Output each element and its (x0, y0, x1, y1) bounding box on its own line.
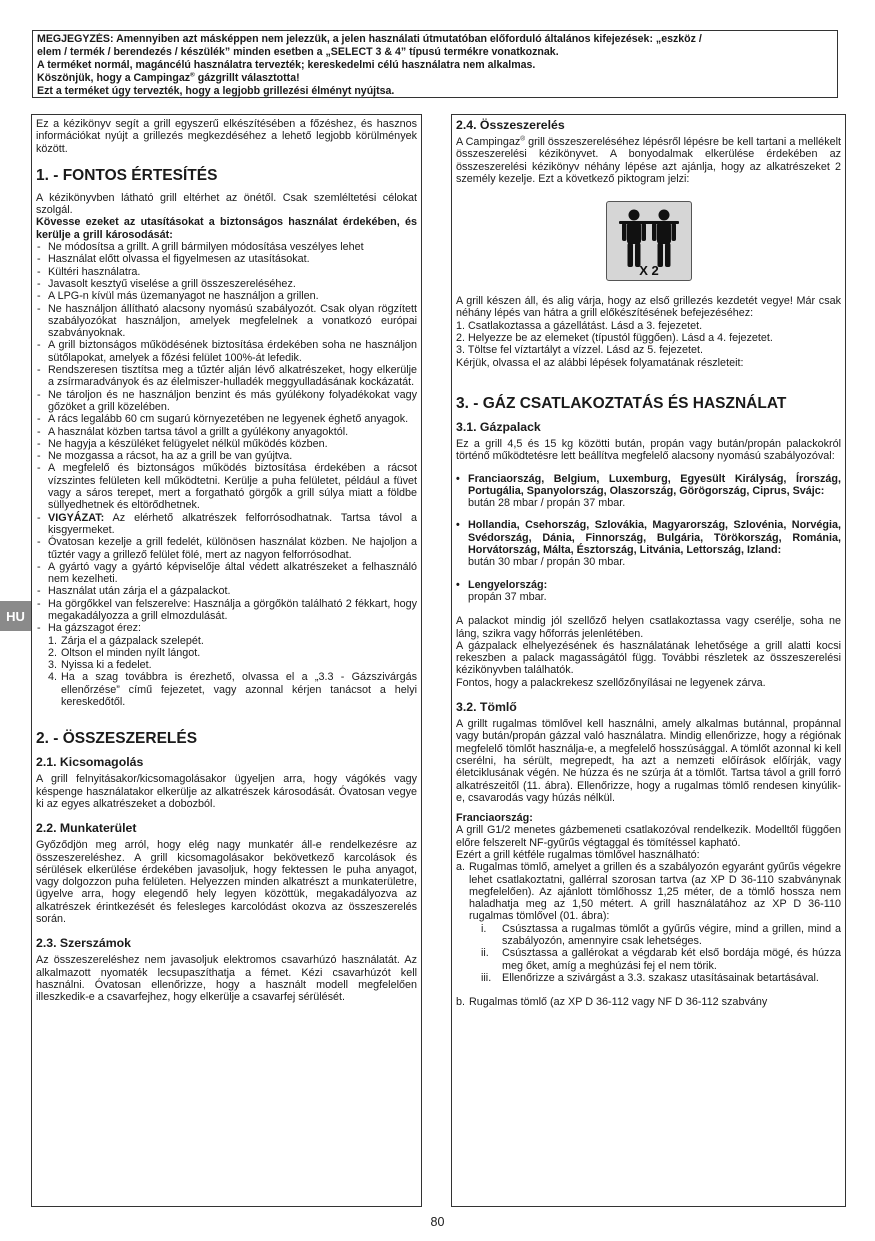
cylinder-text: A palackot mindig jól szellőző helyen csatlakoztassa vagy cserélje, soha ne láng, szikra vagy hőforrás jelenlétében. (456, 615, 841, 640)
left-column (31, 114, 422, 1207)
section-3-title: 3. - GÁZ CSATLAKOZTATÁS ÉS HASZNÁLAT (456, 394, 787, 412)
section-1-title: 1. - FONTOS ÉRTESÍTÉS (36, 166, 218, 184)
list-item: - A gyártó vagy a gyártó képviselője által védett alkatrészeket a felhasználó nem kezelheti. (36, 561, 417, 586)
list-item: - A rács legalább 60 cm sugarú környezetében ne legyenek éghető anyagok. (36, 413, 417, 425)
warning-label: VIGYÁZAT: (48, 511, 105, 524)
cylinder-text: Fontos, hogy a palackrekesz szellőzőnyílásai ne legyenek zárva. (456, 676, 766, 689)
section-3-2-title: 3.2. Tömlő (456, 700, 517, 715)
list-item: - Ha görgőkkel van felszerelve: Használja a görgőkön található 2 fékkart, hogy megakadályozza a grill elmozdulását. (36, 598, 417, 623)
step-item: 3. Töltse fel víztartályt a vízzel. Lásd az 5. fejezetet. (456, 344, 704, 357)
step-item: 2. Helyezze be az elemeket (típustól függően). Lásd a 4. fejezetet. (456, 332, 773, 345)
list-item: - Rendszeresen tisztítsa meg a tűztér alján lévő alkatrészeket, hogy elkerülje a zsírmaradványok és az élelmiszer-hulladék meggyulladásának kockázatát. (36, 364, 417, 389)
country-group (456, 473, 841, 510)
list-item: i. Csúsztassa a rugalmas tömlőt a gyűrűs végire, mind a grillen, mind a szabályozón, amennyire csak lehetséges. (481, 922, 841, 948)
section-2-title: 2. - ÖSSZESZERELÉS (36, 730, 198, 748)
country-group (456, 519, 841, 568)
section-2-1-text: A grill felnyitásakor/kicsomagolásakor ügyeljen arra, hogy vágókés vagy késpenge használatakor elkerülje az alkatrészek károsodását. Óvatosan vegye ki az egyes alkatrészeket a dobozból. (36, 773, 417, 810)
warning-text: Az elérhető alkatrészek felforrósodhatnak. Tartsa távol a kisgyermeket. (48, 511, 417, 536)
notice-line-4: Köszönjük, hogy a Campingaz® gázgrillt választotta! (37, 72, 300, 84)
gas-smell-steps (36, 635, 417, 709)
language-tab: HU (0, 601, 31, 631)
list-item: ii. Csúsztassa a gallérokat a végdarab két első bordája mögé, és húzza meg őket, amíg a meghúzási fej el nem törik. (481, 947, 841, 972)
list-item: - A használat közben tartsa távol a grillt a gyúlékony anyagoktól. (36, 426, 417, 438)
notice-line-1: MEGJEGYZÉS: Amennyiben azt másképpen nem jelezzük, a jelen használati útmutatóban előforduló általános kifejezések: „eszköz / (37, 33, 702, 45)
section-2-4-text: A Campingaz® grill összeszereléséhez lépésről lépésre be kell tartani a mellékelt összeszerelési kézikönyvet. A bonyodalmak elkerülése érdekében az összeszerelési kézikönyv néhány lépése azt ajánlja, hogy az alkatrészeket 2 személy kezelje. Ezt a következő piktogram jelzi: (456, 135, 841, 185)
list-item: - Ne mozgassa a rácsot, ha az a grill be van gyújtva. (36, 450, 417, 462)
list-item: iii. Ellenőrizze a szivárgást a 3.3. szakasz utasításainak betartásával. (481, 971, 819, 984)
cylinder-text: A gázpalack elhelyezésének és használatának lehetősége a grill alatti kocsi rekeszben a palack magasságától függ. További részletek az összeszerelési kézikönyvben találhatók. (456, 639, 841, 677)
list-item: - Használat előtt olvassa el figyelmesen az utasításokat. (36, 253, 417, 265)
list-item: a. Rugalmas tömlő, amelyet a grillen és a szabályozón egyaránt gyűrűs végekre lehet csatlakoztatni, gallérral szorosan tartva (az XP D 36-110 szabványnak megfelelően). Az ajánlott tömlőhossz 1,25 méter, de a tömlő hossza nem haladhatja meg az 1,50 métert. A grill használatához az XP D 36-110 rugalmas tömlővel (01. ábra): i. Csúsztassa a rugalmas tömlőt a gyűrűs végire, mind a grillen, mind a szabályozón, amennyire csak lehetséges. ii. Csúsztassa a gallérokat a végdarab két első bordája mögé, és húzza meg őket, amíg a meghúzási fej el nem törik. iii. Ellenőrizze a szivárgást a 3.3. szakasz utasításainak betartásával. (456, 861, 841, 984)
list-item: - Ne módosítsa a grillt. A grill bármilyen módosítása veszélyes lehet (36, 241, 417, 253)
country-names: • Franciaország, Belgium, Luxemburg, Egyesült Királyság, Írország, Portugália, Spanyolország, Olaszország, Görögország, Ciprus, Svájc: (468, 472, 841, 497)
country-pressure: bután 28 mbar / propán 37 mbar. (468, 497, 626, 510)
list-item: - A megfelelő és biztonságos működés biztosítása érdekében a rácsot vízszintes felületen kell működtetni. Kerülje a puha felületet, például a füvet vagy a sáros terepet, mert a forgatható görgők a grill súlya miatt a földbe süllyedhetnek és eltörődhetnek. (36, 462, 417, 511)
intro-text: Ez a kézikönyv segít a grill egyszerű elkészítésében a főzéshez, és hasznos információkat nyújt a grillezés megkezdéséhez a lehető legjobb körülmények között. (36, 118, 417, 155)
step-item: 1. Csatlakoztassa a gázellátást. Lásd a 3. fejezetet. (456, 319, 703, 332)
list-item: 1. Zárja el a gázpalack szelepét. (48, 634, 204, 647)
warning-item (36, 512, 417, 537)
section-3-2-text: A grillt rugalmas tömlővel kell használni, amely alkalmas butánnal, propánnal vagy bután/propán gázzal való használatra. Mindig ellenőrizze, hogy a régiónak megfelelő tömlőt használja-e, a megfelelő hosszúsággal. A tömlőt azonnal ki kell cserélni, ha sérült, megrepedt, ha azt a nemzeti előírások előírják, vagy életciklusának végén. Ne húzza és ne szúrja át a tömlőt. Tartsa távol a grill forró alkatrészeitől (11. ábra). Ellenőrizze, hogy a rugalmas tömlő rendesen kinyúlik-e, csavarodás vagy húzás nélkül. (456, 718, 841, 804)
list-item: - Használat után zárja el a gázpalackot. (36, 585, 417, 597)
section-2-2-text: Győződjön meg arról, hogy elég nagy munkatér áll-e rendelkezésre az összeszereléshez. A grill kicsomagolásakor bekövetkező karcolások és sérülések elkerülése érdekében javasoljuk, hogy fektessen le puha anyagot, vagy dolgozzon puha felületen. Helyezzen minden alkatrészt a munkaterületre, ügyelve arra, hogy elegendő hely legyen közöttük, megakadályozva az alkatrészek érintkezését és felesleges karcolódást okozva az összeszerelés során. (36, 839, 417, 926)
list-item: - Kültéri használatra. (36, 266, 417, 278)
steps-closing-text: Kérjük, olvassa el az alábbi lépések folyamatának részleteit: (456, 356, 744, 369)
list-item: - Óvatosan kezelje a grill fedelét, különösen használat közben. Ne hajoljon a tűztér vagy a grillező felület fölé, mert az nagyon felforrósodhat. (36, 536, 417, 561)
notice-line-5: Ezt a terméket úgy tervezték, hogy a legjobb grillezési élményt nyújtsa. (37, 85, 395, 97)
list-item: 2. Oltson el minden nyílt lángot. (48, 646, 201, 659)
right-column (451, 114, 846, 1207)
country-names: • Hollandia, Csehország, Szlovákia, Magyarország, Szlovénia, Norvégia, Svédország, Dánia, Finnország, Bulgária, Törökország, Románia, Horvátország, Málta, Észtország, Litvánia, Lettország, Izland: (468, 519, 841, 557)
country-names: • Lengyelország: (468, 578, 548, 591)
country-pressure: bután 30 mbar / propán 30 mbar. (468, 556, 626, 569)
list-item: 4. Ha a szag továbbra is érezhető, olvassa el a „3.3 - Gázszivárgás ellenőrzése” című fejezetet, vagy azonnal kérjen tanácsot a helyi kereskedőtől. (48, 671, 417, 709)
section-2-3-title: 2.3. Szerszámok (36, 936, 132, 951)
section-3-1-title: 3.1. Gázpalack (456, 419, 541, 434)
notice-box (32, 30, 838, 98)
safety-list (36, 241, 417, 635)
notice-line-3: A terméket normál, magáncélú használatra tervezték; kereskedelmi célú használatra nem alkalmas. (37, 59, 536, 71)
ready-text: A grill készen áll, és alig várja, hogy az első grillezés kezdetét vegye! Már csak néhány lépés van hátra a grill előkészítésének befejezéséhez: (456, 295, 841, 320)
country-group (456, 579, 841, 604)
section-2-3-text: Az összeszereléshez nem javasoljuk elektromos csavarhúzó használatát. Az alkalmazott nyomaték lecsupaszíthatja a fémet. Kézi csavarhúzót kell használni. Óvatosan ellenőrizze, hogy a használt modell megfelelően illeszkedik-e a csavarfejhez, hogy elkerülje a csavarfej sérülését. (36, 954, 417, 1004)
notice-line-2: elem / termék / berendezés / készülék” minden esetben a „SELECT 3 & 4” típusú termékre vonatkoznak. (37, 46, 559, 58)
two-person-pictogram-icon (606, 201, 692, 281)
list-item: - Ne tároljon és ne használjon benzint és más gyúlékony folyadékokat vagy gőzöket a grill közelében. (36, 389, 417, 414)
list-item: b. Rugalmas tömlő (az XP D 36-112 vagy NF D 36-112 szabvány (456, 996, 768, 1009)
hose-types-list (456, 861, 841, 1008)
section-1-paragraph: A kézikönyvben látható grill eltérhet az önétől. Csak szemléltetési célokat szolgál. (36, 191, 417, 217)
section-3-1-text: Ez a grill 4,5 és 15 kg közötti bután, propán vagy bután/propán palackokról történő működtetésre lett beállítva megfelelő alacsony nyomású szabályozóval: (456, 437, 841, 463)
list-item: 3. Nyissa ki a fedelet. (48, 659, 152, 672)
list-item: - Ha gázszagot érez: (36, 622, 417, 634)
list-item: - Ne hagyja a készüléket felügyelet nélkül működés közben. (36, 438, 417, 450)
france-text: A grill G1/2 menetes gázbemeneti csatlakozóval rendelkezik. Modelltől függően előre felszerelt NF-gyűrűs végtaggal és tömítéssel kapható. (456, 824, 841, 849)
page-number: 80 (430, 1215, 445, 1229)
france-title: Franciaország: (456, 812, 533, 825)
section-2-1-title: 2.1. Kicsomagolás (36, 755, 144, 770)
list-item: - A grill biztonságos működésének biztosítása érdekében soha ne használjon sütőlapokat, amelyek a főzési felület 100%-át lefedik. (36, 339, 417, 364)
list-item: - Javasolt kesztyű viselése a grill összeszereléséhez. (36, 278, 417, 290)
france-text: Ezért a grill kétféle rugalmas tömlővel használható: (456, 848, 700, 861)
list-item: - Ne használjon állítható alacsony nyomású szabályozót. Csak olyan rögzített szabályozókat használjon, amelyek megfelelnek a vonatkozó európai szabványoknak. (36, 303, 417, 340)
list-item: - A LPG-n kívül más üzemanyagot ne használjon a grillen. (36, 290, 417, 302)
country-pressure: propán 37 mbar. (468, 590, 547, 603)
section-2-2-title: 2.2. Munkaterület (36, 821, 137, 836)
section-2-4-title: 2.4. Összeszerelés (456, 118, 565, 132)
section-1-bold-paragraph: Kövesse ezeket az utasításokat a biztonságos használat érdekében, és kerülje a grill károsodását: (36, 216, 417, 241)
pictogram-label: X 2 (638, 263, 659, 279)
hose-steps (469, 923, 841, 984)
